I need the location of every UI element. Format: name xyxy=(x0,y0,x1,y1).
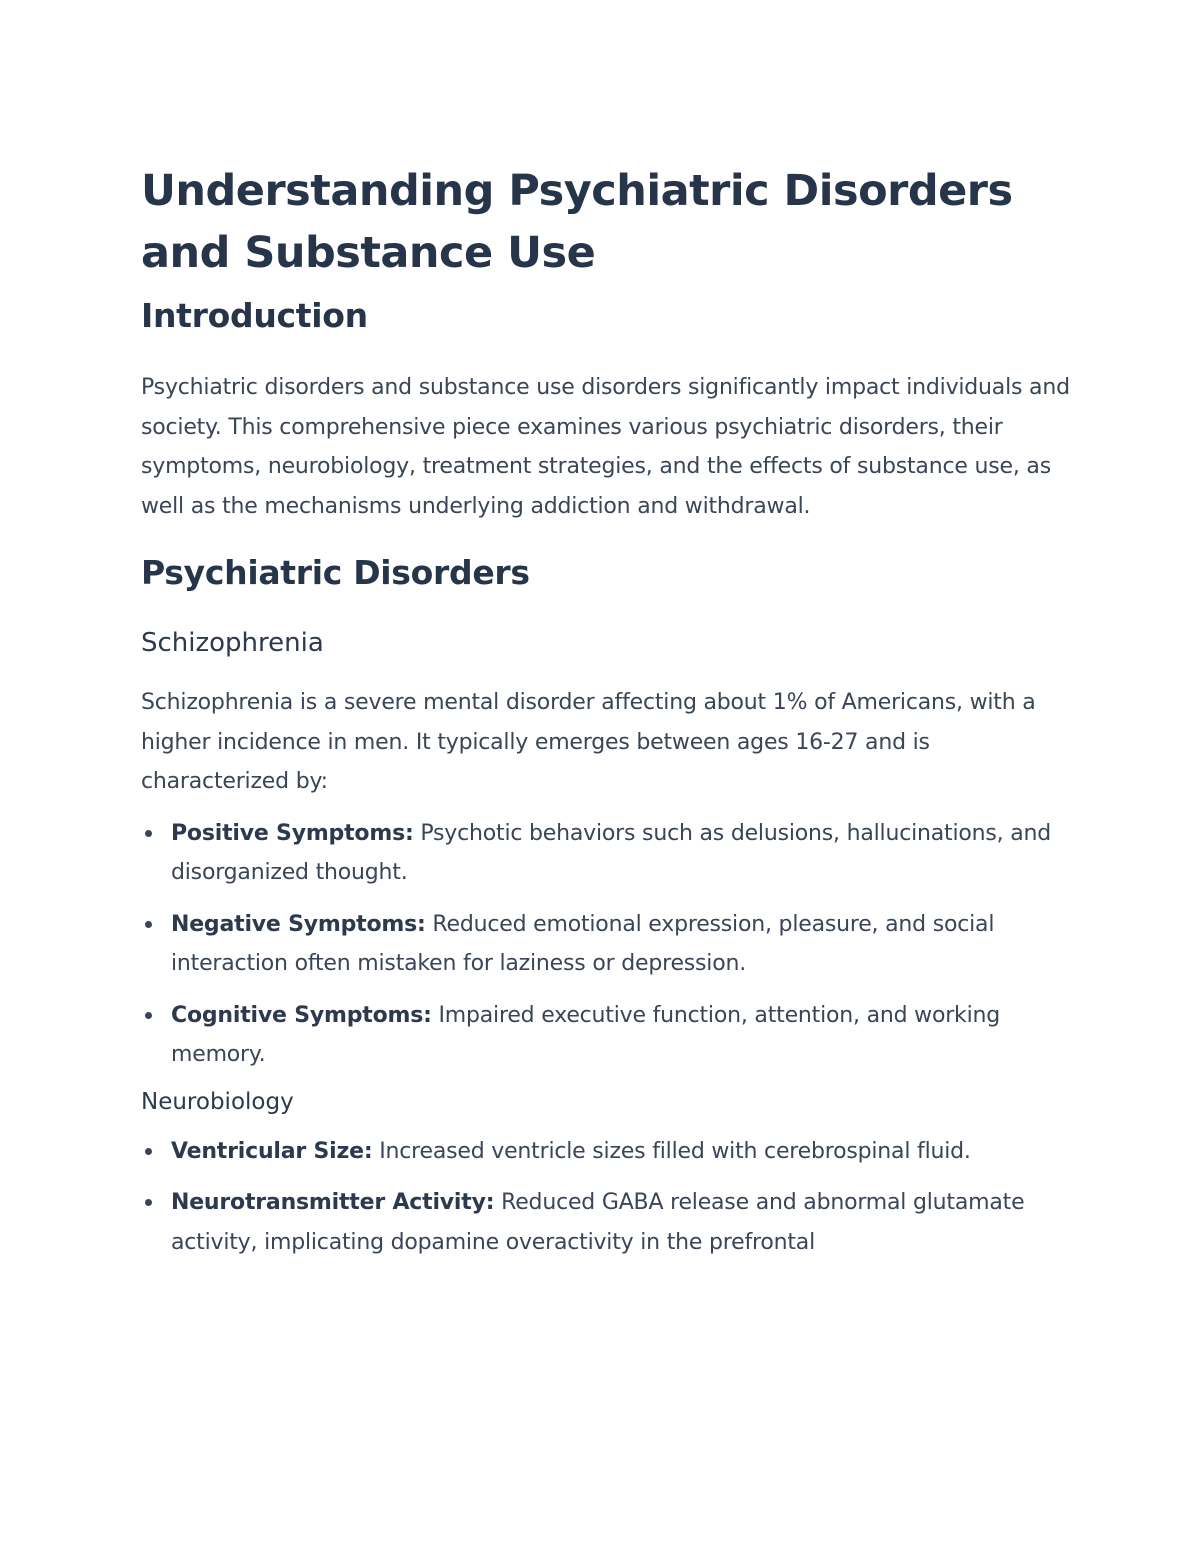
bullet-icon xyxy=(145,1148,152,1155)
schizophrenia-heading: Schizophrenia xyxy=(141,628,324,658)
list-item-text: Reduced GABA release and abnormal glutamate activity, implicating dopamine overactivity in the prefrontal xyxy=(171,1190,1025,1255)
list-item-text: Increased ventricle sizes filled with cerebrospinal fluid. xyxy=(372,1138,971,1164)
schizophrenia-paragraph: Schizophrenia is a severe mental disorder affecting about 1% of Americans, with a higher incidence in men. It typically emerges between ages 16-27 and is characterized by: xyxy=(141,690,1036,794)
list-item-term: Ventricular Size: xyxy=(171,1138,373,1164)
list-item-text: Impaired executive function, attention, and working memory. xyxy=(171,1002,1001,1067)
list-item-term: Positive Symptoms: xyxy=(171,820,414,846)
list-item xyxy=(141,1183,1071,1262)
bullet-icon xyxy=(145,1199,152,1206)
document-title: Understanding Psychiatric Disorders and Substance Use xyxy=(141,166,1013,278)
list-item-term: Neurotransmitter Activity: xyxy=(171,1190,495,1215)
psychiatric-disorders-heading: Psychiatric Disorders xyxy=(141,553,530,592)
neurobiology-heading: Neurobiology xyxy=(141,1088,294,1115)
list-item-text: Reduced emotional expression, pleasure, and social interaction often mistaken for laziness or depression. xyxy=(171,911,995,976)
list-item xyxy=(141,905,1071,984)
list-item-term: Negative Symptoms: xyxy=(171,911,426,937)
introduction-heading: Introduction xyxy=(141,296,368,335)
bullet-icon xyxy=(145,830,152,837)
bullet-icon xyxy=(145,1012,152,1019)
list-item xyxy=(141,814,1071,893)
list-item xyxy=(141,996,1071,1075)
list-item xyxy=(141,1132,1071,1172)
list-item-text: Psychotic behaviors such as delusions, hallucinations, and disorganized thought. xyxy=(171,820,1052,885)
list-item-term: Cognitive Symptoms: xyxy=(171,1002,432,1028)
bullet-icon xyxy=(145,921,152,928)
document-page xyxy=(141,160,1071,1262)
neurobiology-list xyxy=(141,1132,1071,1263)
symptoms-list xyxy=(141,814,1071,1075)
introduction-paragraph: Psychiatric disorders and substance use disorders significantly impact individuals and society. This comprehensive piece examines various psychiatric disorders, their symptoms, neurobiology, treatment strategies, and the effects of substance use, as well as the mechanisms underlying addiction and withdrawal. xyxy=(141,375,1070,519)
